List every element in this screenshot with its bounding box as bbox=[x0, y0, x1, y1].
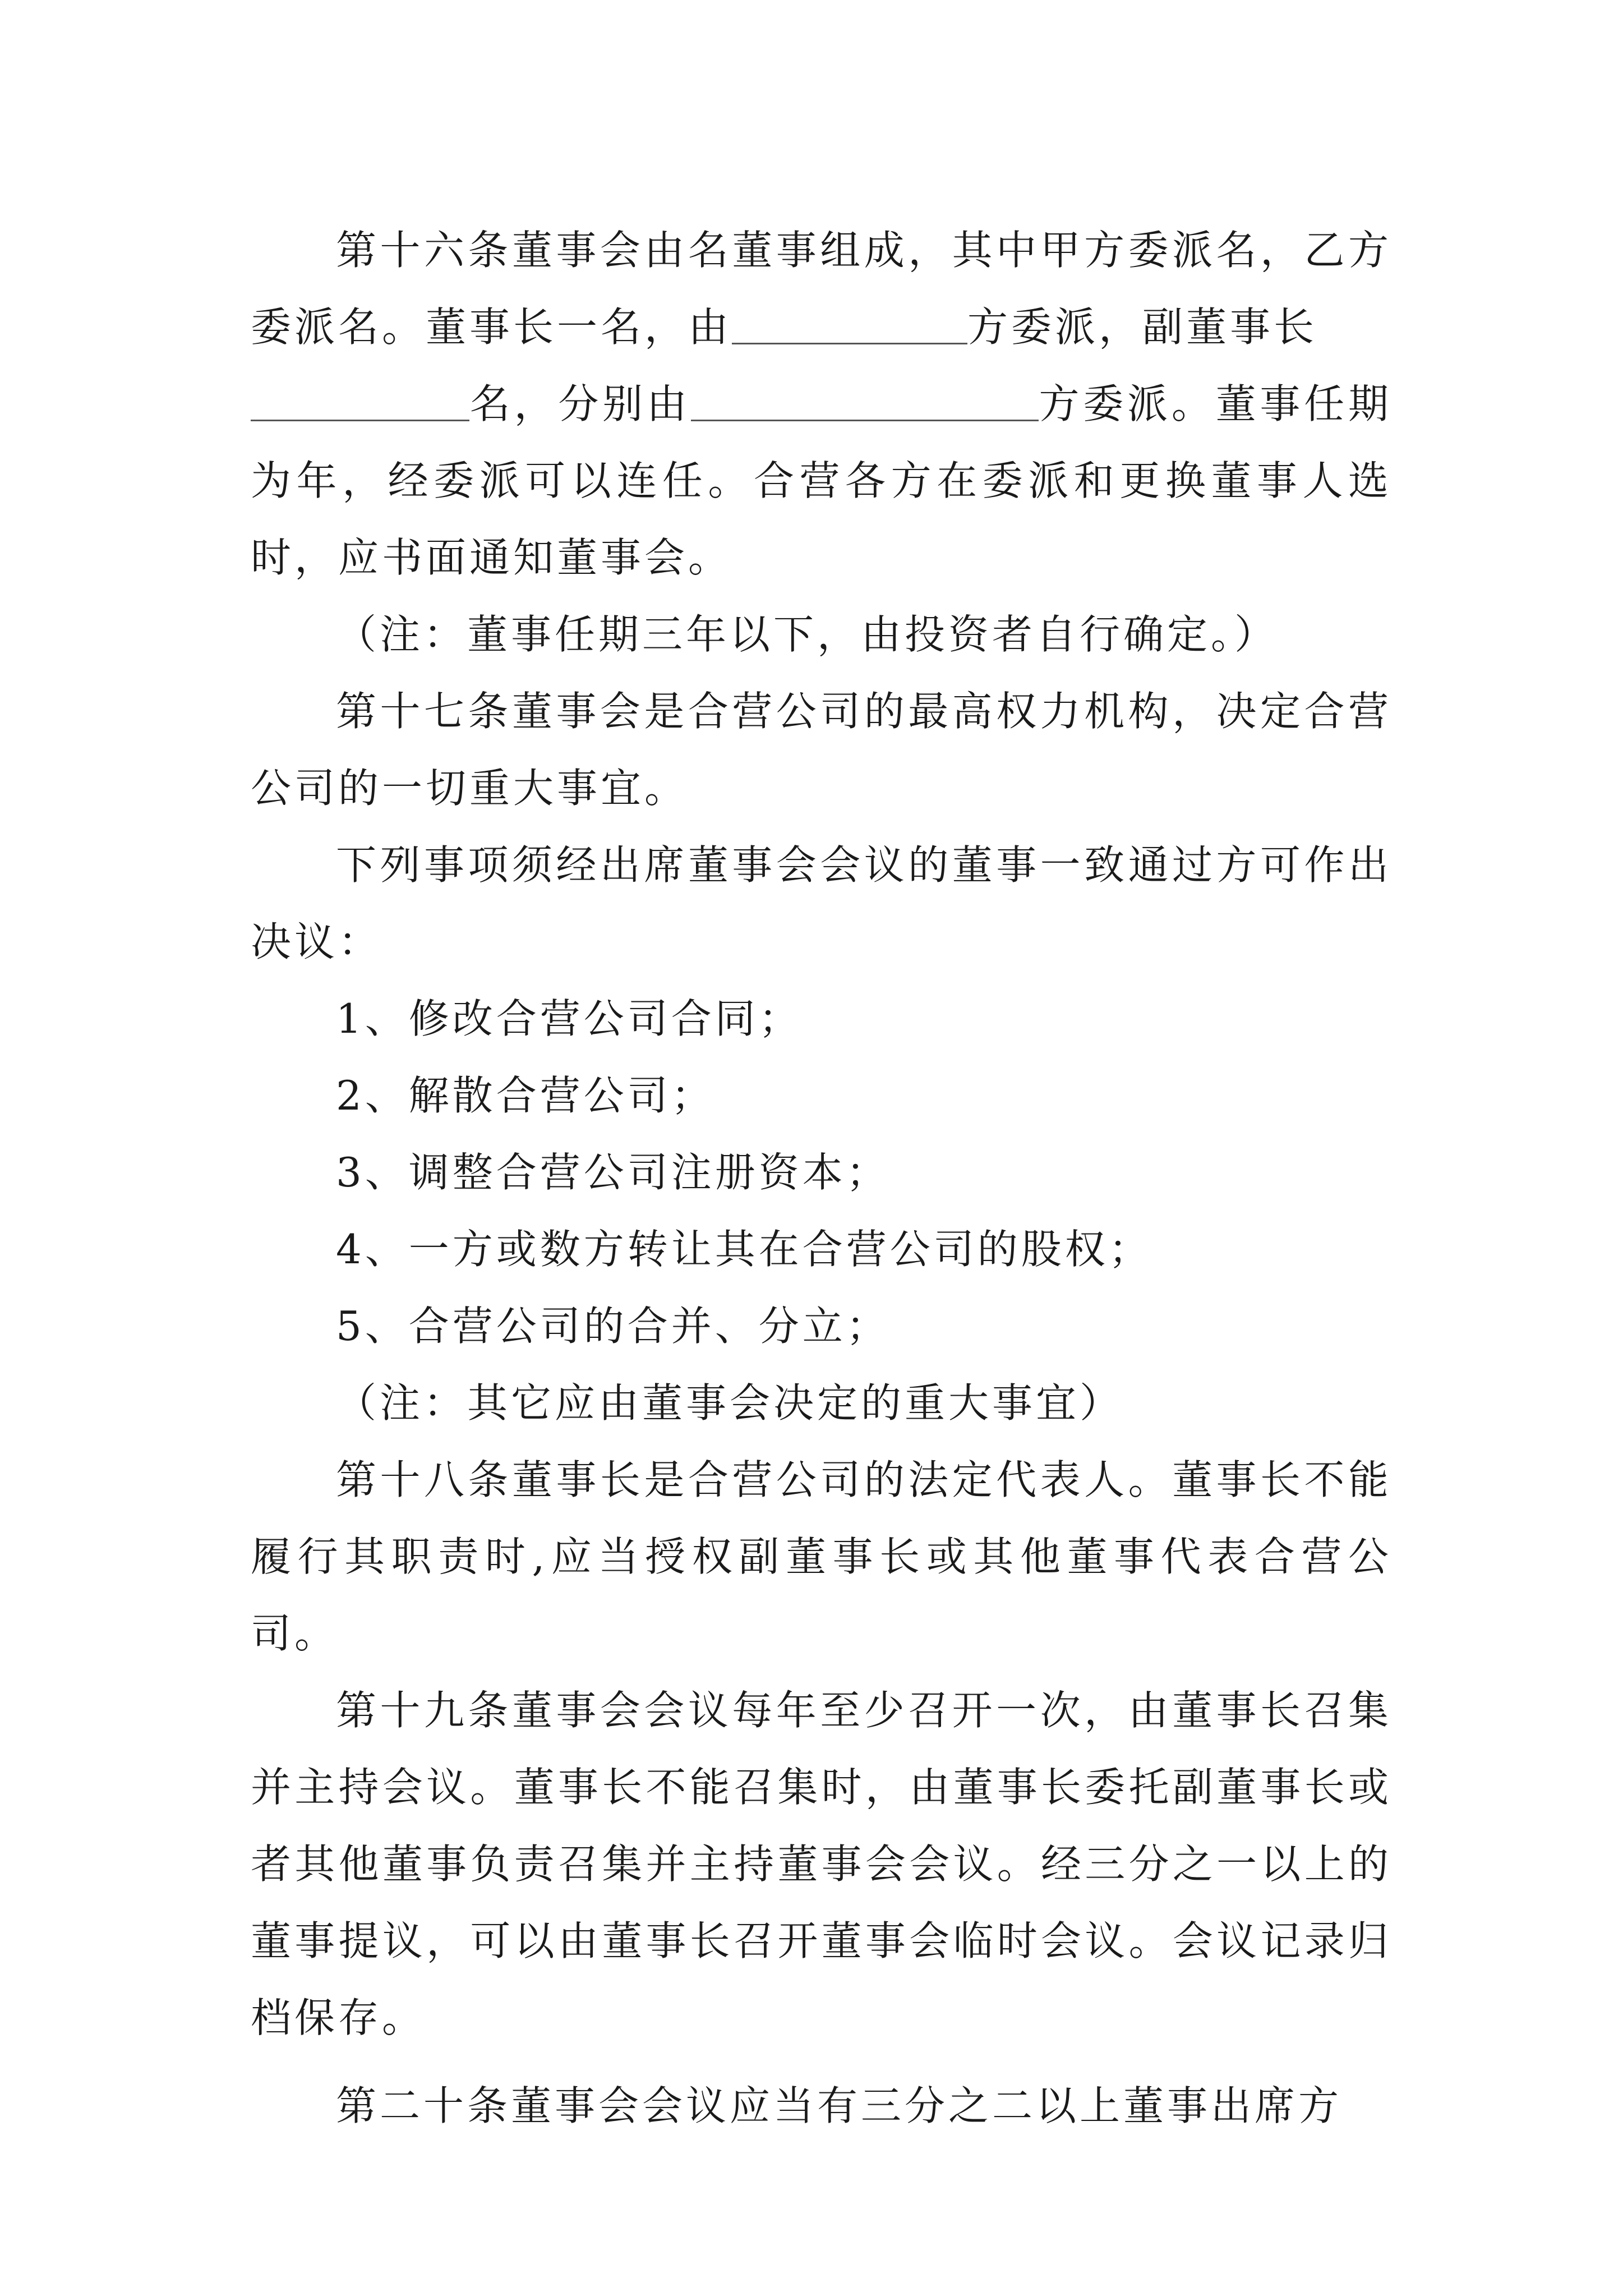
blank-line-vice-chairman-party bbox=[691, 376, 1039, 421]
article-16 bbox=[251, 212, 1392, 596]
list-item: 3、调整合营公司注册资本； bbox=[336, 1149, 890, 1196]
article-16-text-d: 方委派。董事任期为年，经委派可以连任。合营各方在委派和更换董事人选时，应书面通知董事会。 bbox=[251, 380, 1392, 581]
article-16-text-b: 方委派，副董事长 bbox=[967, 303, 1318, 351]
list-item: 2、解散合营公司； bbox=[336, 1072, 715, 1119]
blank-line-vice-chairman-count bbox=[251, 376, 469, 421]
blank-line-chairman-party bbox=[732, 299, 967, 344]
note-term: （注：董事任期三年以下，由投资者自行确定。） bbox=[336, 611, 1279, 658]
document-page bbox=[251, 212, 1392, 2145]
article-16-text-a: 第十六条董事会由名董事组成，其中甲方委派名，乙方委派名。董事长一名，由 bbox=[251, 227, 1392, 351]
article-19: 第十九条董事会会议每年至少召开一次，由董事长召集并主持会议。董事长不能召集时，由董事长委托副董事长或者其他董事负责召集并主持董事会会议。经三分之一以上的董事提议，可以由董事长召开董事会临时会议。会议记录归档保存。 bbox=[251, 1687, 1392, 2041]
unanimous-intro: 下列事项须经出席董事会会议的董事一致通过方可作出决议： bbox=[251, 841, 1392, 965]
note-other-matters: （注：其它应由董事会决定的重大事宜） bbox=[336, 1379, 1124, 1427]
article-17: 第十七条董事会是合营公司的最高权力机构，决定合营公司的一切重大事宜。 bbox=[251, 688, 1392, 812]
article-16-text-c: 名，分别由 bbox=[469, 380, 691, 427]
list-item: 1、修改合营公司合同； bbox=[336, 995, 803, 1042]
article-20: 第二十条董事会会议应当有三分之二以上董事出席方 bbox=[336, 2082, 1343, 2129]
list-item: 5、合营公司的合并、分立； bbox=[336, 1303, 890, 1350]
article-18: 第十八条董事长是合营公司的法定代表人。董事长不能履行其职责时,应当授权副董事长或其他董事代表合营公司。 bbox=[251, 1456, 1392, 1657]
list-item: 4、一方或数方转让其在合营公司的股权； bbox=[336, 1226, 1152, 1273]
